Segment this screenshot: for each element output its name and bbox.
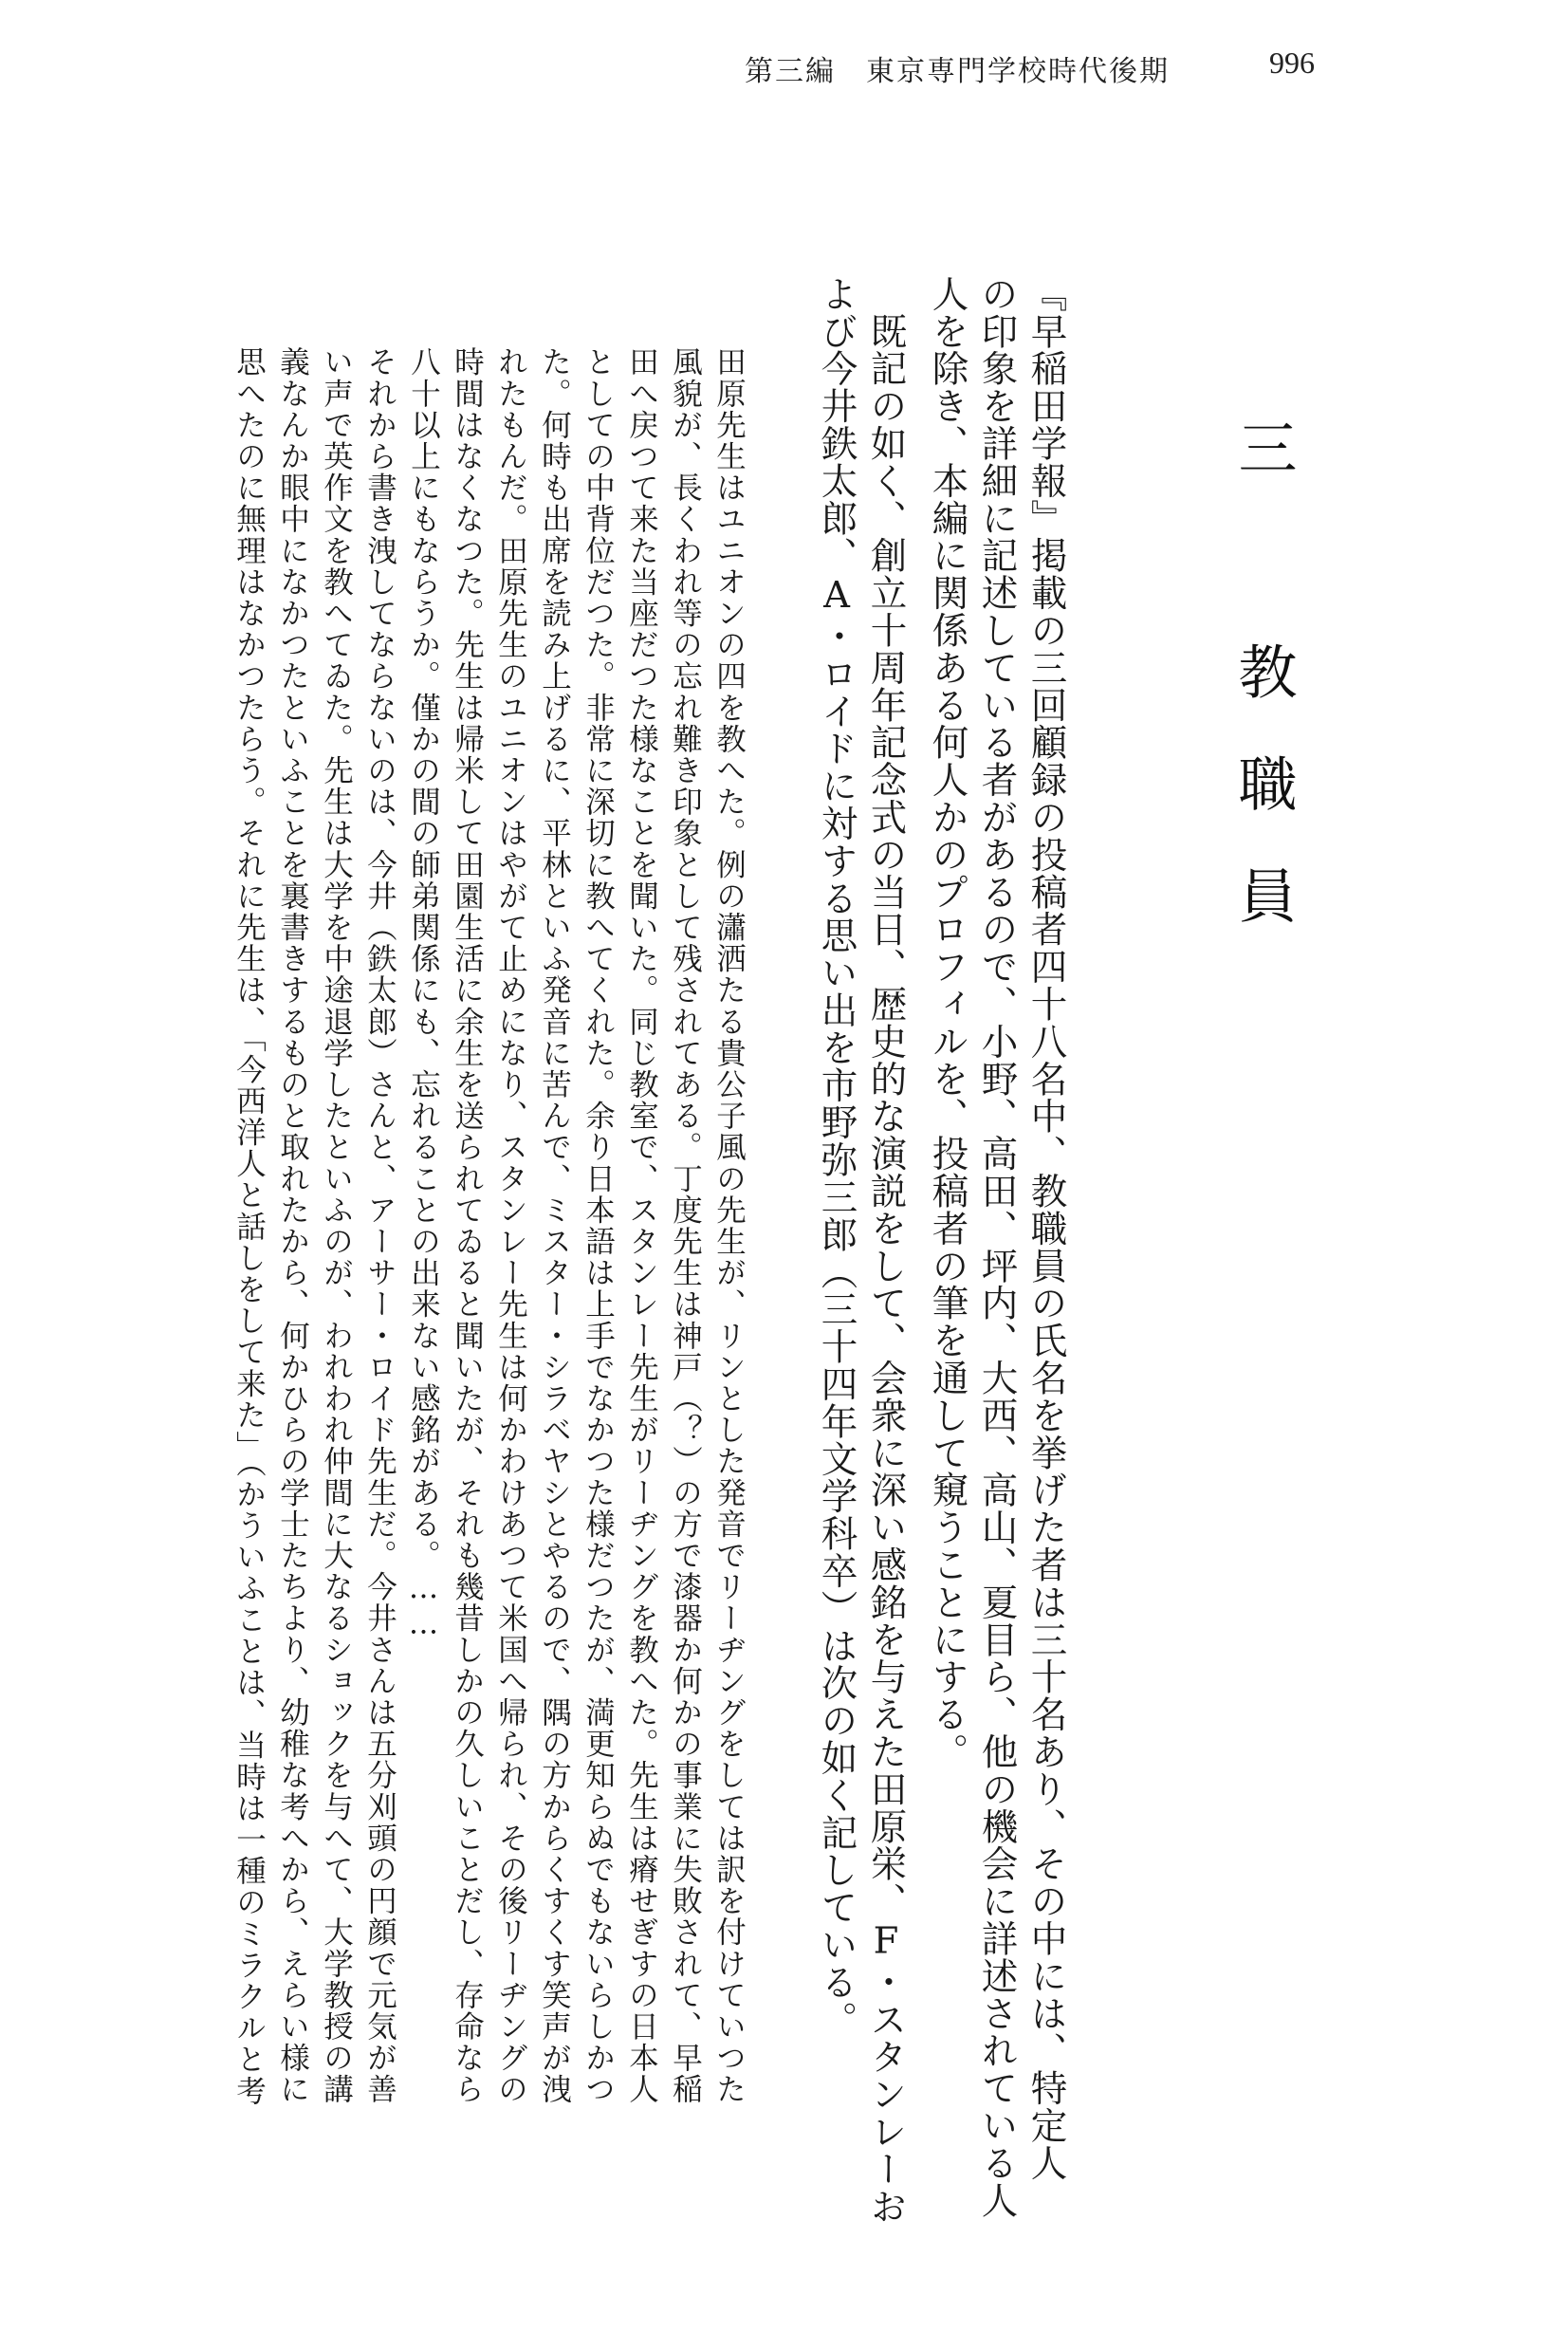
quote-line: 田へ戻つて来た当座だつた様なことを聞いた。同じ教室で、スタンレー先生がリーヂングを教へた。先生は瘠せぎすの日本人 bbox=[624, 346, 659, 2105]
quote-line: としての中背位だつた。非常に深切に教へてくれた。余り日本語は上手でなかつた様だつたが、満更知らぬでもないらしかつ bbox=[581, 346, 616, 2105]
intro-line: の印象を詳細に記述している者があるので、小野、高田、坪内、大西、高山、夏目ら、他の機会に詳述されている人 bbox=[975, 275, 1019, 2219]
quote-line: それから書き洩してならないのは、今井（鉄太郎）さんと、アーサー・ロイド先生だ。今井さんは五分刈頭の円顔で元気が善 bbox=[362, 346, 397, 2105]
running-header: 第三編 東京専門学校時代後期 bbox=[745, 55, 1170, 88]
quote-line: れたもんだ。田原先生のユニオンはやがて止めになり、スタンレー先生は何かわけあつて米国へ帰られ、その後リーヂングの bbox=[493, 346, 528, 2105]
quote-line: 思へたのに無理はなかつたらう。それに先生は、「今西洋人と話しをして来た」（かういふことは、当時は一種のミラクルと考 bbox=[231, 346, 267, 2107]
intro-line: 既記の如く、創立十周年記念式の当日、歴史的な演説をして、会衆に深い感銘を与えた田原栄、F・スタンレーお bbox=[864, 275, 908, 2226]
section-title: 三 教職員 bbox=[1228, 417, 1298, 977]
intro-line: 人を除き、本編に関係ある何人かのプロフィルを、投稿者の筆を通して窺うことにする。 bbox=[926, 275, 969, 1770]
quote-line: 風貌が、長くわれ等の忘れ難き印象として残されてある。丁度先生は神戸（？）の方で漆器か何かの事業に失敗されて、早稲 bbox=[668, 346, 703, 2105]
quote-line: た。何時も出席を読み上げるに、平林といふ発音に苦んで、ミスター・シラベヤシとやるので、隅の方からくすくす笑声が洩 bbox=[537, 346, 572, 2105]
quote-line: 時間はなくなつた。先生は帰米して田園生活に余生を送られてゐると聞いたが、それも幾昔しかの久しいことだし、存命なら bbox=[450, 346, 485, 2105]
quote-line: 八十以上にもならうか。僅かの間の師弟関係にも、忘れることの出来ない感銘がある。…… bbox=[406, 346, 441, 1643]
quote-line: 義なんか眼中になかつたといふことを裏書きするものと取れたから、何かひらの学士たちより、幼稚な考へから、えらい様に bbox=[275, 346, 310, 2105]
intro-line: よび今井鉄太郎、A・ロイドに対する思い出を市野弥三郎（三十四年文学科卒）は次の如く記している。 bbox=[815, 275, 858, 2039]
quote-line: い声で英作文を教へてゐた。先生は大学を中途退学したといふのが、われわれ仲間に大なるショックを与へて、大学教授の講 bbox=[319, 346, 354, 2105]
quote-line: 田原先生はユニオンの四を教へた。例の瀟洒たる貴公子風の先生が、リンとした発音でリーヂングをしては訳を付けていつた bbox=[711, 346, 747, 2105]
page-number: 996 bbox=[1269, 46, 1315, 80]
intro-line: 『早稲田学報』掲載の三回顧録の投稿者四十八名中、教職員の氏名を挙げた者は三十名あり、その中には、特定人 bbox=[1024, 275, 1068, 2182]
